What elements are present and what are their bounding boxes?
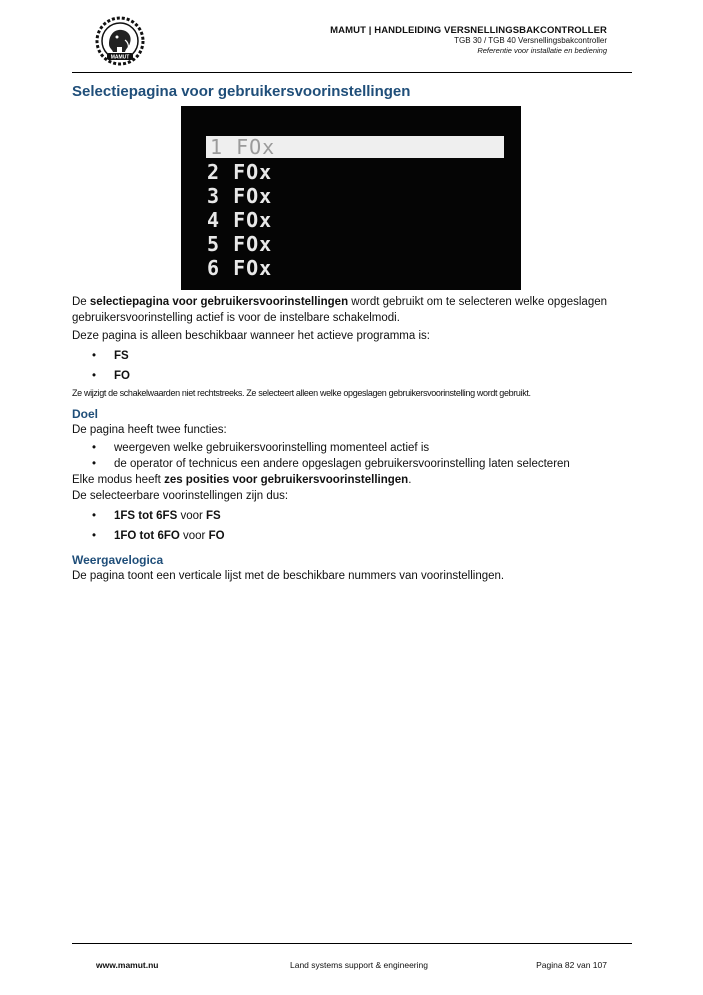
footer-website: www.mamut.nu [96,960,159,970]
lcd-row: 5 FOx [207,232,273,256]
list-item: • 1FO tot 6FO voor FO [114,526,632,546]
footer-tagline: Land systems support & engineering [290,960,428,970]
mamut-logo [95,16,145,66]
list-item: • de operator of technicus een andere opgeslagen gebruikersvoorinstelling laten selecteren [114,456,632,472]
document-header [330,25,607,55]
lcd-screen-photo [181,106,521,290]
lcd-row: 3 FOx [207,184,273,208]
positions-paragraph: Elke modus heeft zes posities voor gebruikersvoorinstellingen. [72,474,412,486]
svg-text:MAMUT: MAMUT [110,54,130,61]
footer-rule [72,943,632,944]
lcd-row-selected: 1 FOx [206,136,504,158]
list-item: • weergeven welke gebruikersvoorinstelling momenteel actief is [114,440,632,456]
lcd-row: 4 FOx [207,208,273,232]
list-item: • FS [114,346,632,366]
function-list [72,440,632,472]
preset-list [72,506,632,546]
body-content [72,294,632,584]
header-subtitle: TGB 30 / TGB 40 Versnellingsbakcontroller [454,36,607,46]
header-rule [72,72,632,73]
header-title: MAMUT | HANDLEIDING VERSNELLINGSBAKCONTROLLER [330,25,607,36]
list-item: • FO [114,366,632,386]
doel-paragraph: De pagina heeft twee functies: [72,424,227,436]
weergave-paragraph: De pagina toont een verticale lijst met de beschikbare nummers van voorinstellingen. [72,570,505,582]
presets-paragraph: De selecteerbare voorinstellingen zijn dus: [72,490,289,502]
availability-paragraph: Deze pagina is alleen beschikbaar wanneer het actieve programma is: [72,330,430,342]
intro-paragraph: De selectiepagina voor gebruikersvoorinstellingen wordt gebruikt om te selecteren welke opgeslagen gebruikersvoorinstelling actief is voor de instelbare schakelmodi. [72,296,608,324]
list-item: • 1FS tot 6FS voor FS [114,506,632,526]
section-heading-doel: Doel [72,407,99,421]
footer-page-number: Pagina 82 van 107 [536,960,607,970]
section-heading-weergavelogica: Weergavelogica [72,553,164,567]
header-note: Referentie voor installatie en bediening [477,45,607,55]
lcd-row: 6 FOx [207,256,273,280]
program-list [72,346,632,386]
note-paragraph: Ze wijzigt de schakelwaarden niet rechtstreeks. Ze selecteert alleen welke opgeslagen gebruikersvoorinstelling wordt gebruikt. [72,388,531,398]
lcd-row: 2 FOx [207,160,273,184]
page-title: Selectiepagina voor gebruikersvoorinstellingen [72,83,411,100]
